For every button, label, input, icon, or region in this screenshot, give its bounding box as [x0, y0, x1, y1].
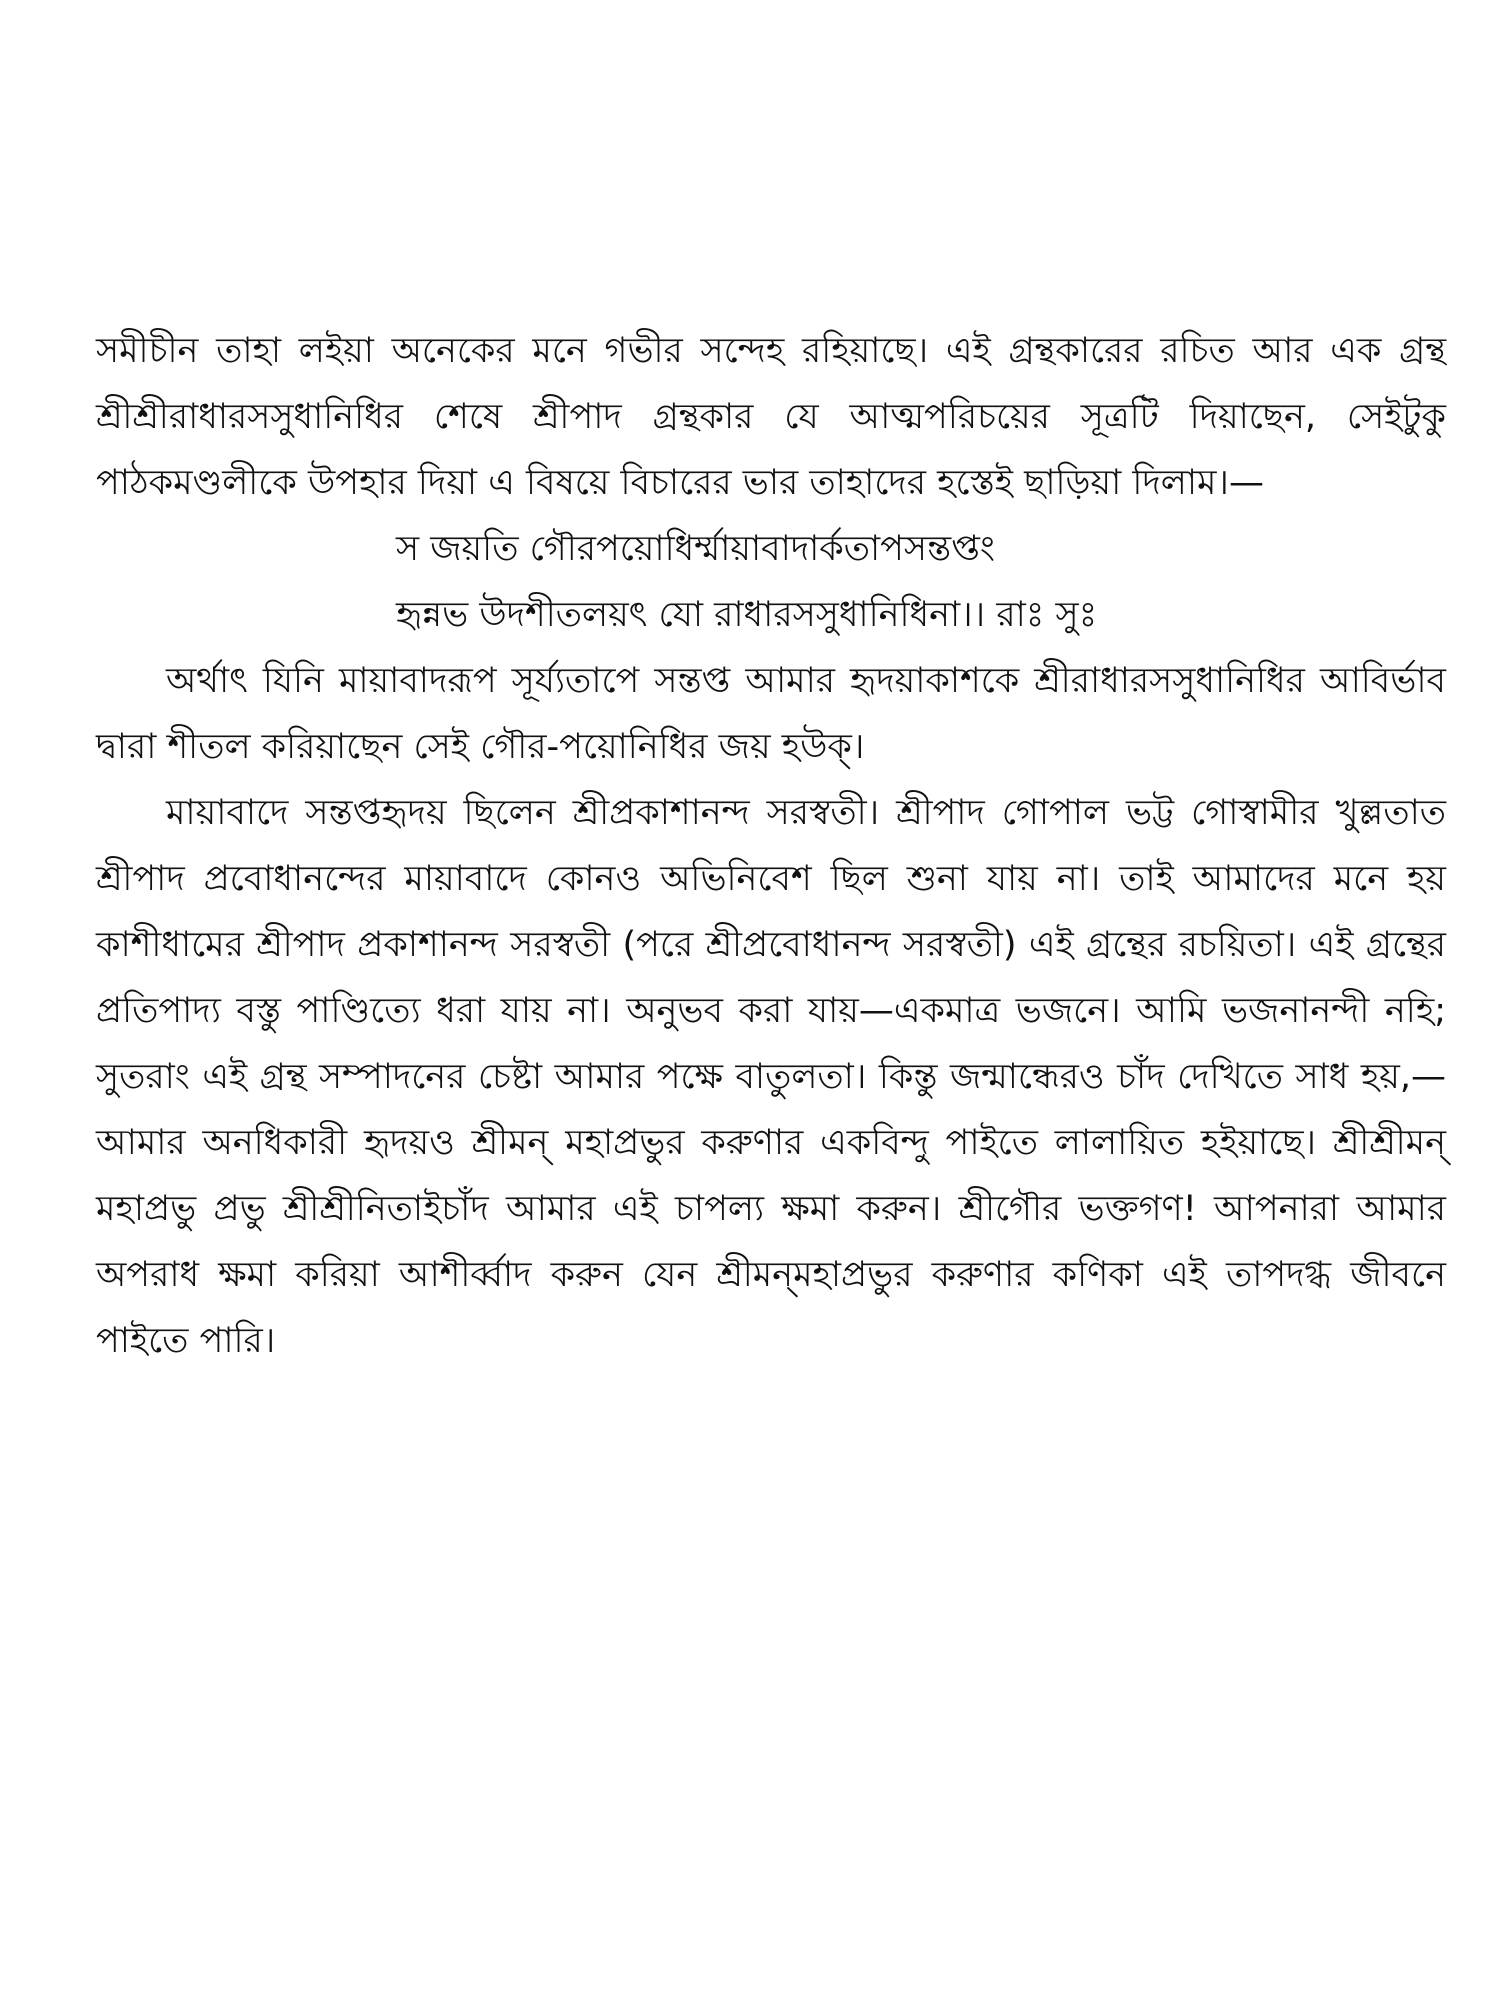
intro-paragraph: সমীচীন তাহা লইয়া অনেকের মনে গভীর সন্দেহ রহিয়াছে। এই গ্রন্থকারের রচিত আর এক গ্রন্থ শ্রীশ্রীরাধারসসুধানিধির শেষে শ্রীপাদ গ্রন্থকার যে আত্মপরিচয়ের সূত্রটি দিয়াছেন, সেইটুকু পাঠকমণ্ডলীকে উপহার দিয়া এ বিষয়ে বিচারের ভার তাহাদের হস্তেই ছাড়িয়া দিলাম।—: [96, 331, 1446, 503]
main-paragraph: মায়াবাদে সন্তপ্তহৃদয় ছিলেন শ্রীপ্রকাশানন্দ সরস্বতী। শ্রীপাদ গোপাল ভট্ট গোস্বামীর খুল্লতাত শ্রীপাদ প্রবোধানন্দের মায়াবাদে কোনও অভিনিবেশ ছিল শুনা যায় না। তাই আমাদের মনে হয় কাশীধামের শ্রীপাদ প্রকাশানন্দ সরস্বতী (পরে শ্রীপ্রবোধানন্দ সরস্বতী) এই গ্রন্থের রচয়িতা। এই গ্রন্থের প্রতিপাদ্য বস্তু পাণ্ডিত্যে ধরা যায় না। অনুভব করা যায়—একমাত্র ভজনে। আমি ভজনানন্দী নহি; সুতরাং এই গ্রন্থ সম্পাদনের চেষ্টা আমার পক্ষে বাতুলতা। কিন্তু জন্মান্ধেরও চাঁদ দেখিতে সাধ হয়,— আমার অনধিকারী হৃদয়ও শ্রীমন্ মহাপ্রভুর করুণার একবিন্দু পাইতে লালায়িত হইয়াছে। শ্রীশ্রীমন্ মহাপ্রভু প্রভু শ্রীশ্রীনিতাইচাঁদ আমার এই চাপল্য ক্ষমা করুন। শ্রীগৌর ভক্তগণ! আপনারা আমার অপরাধ ক্ষমা করিয়া আশীর্ব্বাদ করুন যেন শ্রীমন্‌মহাপ্রভুর করুণার কণিকা এই তাপদগ্ধ জীবনে পাইতে পারি।: [96, 793, 1446, 1361]
sanskrit-verse: [96, 516, 1446, 648]
verse-line-2: হৃন্নভ উদশীতলয়ৎ যো রাধারসসুধানিধিনা।। রাঃ সুঃ: [396, 595, 1098, 635]
body-text: [96, 318, 1446, 1374]
verse-line-1: স জয়তি গৌরপয়োধির্ম্মায়াবাদার্কতাপসন্তপ্তং: [396, 529, 995, 569]
meaning-paragraph: অর্থাৎ যিনি মায়াবাদরূপ সূর্য্যতাপে সন্তপ্ত আমার হৃদয়াকাশকে শ্রীরাধারসসুধানিধির আবির্ভাব দ্বারা শীতল করিয়াছেন সেই গৌর-পয়োনিধির জয় হউক্।: [96, 661, 1446, 767]
